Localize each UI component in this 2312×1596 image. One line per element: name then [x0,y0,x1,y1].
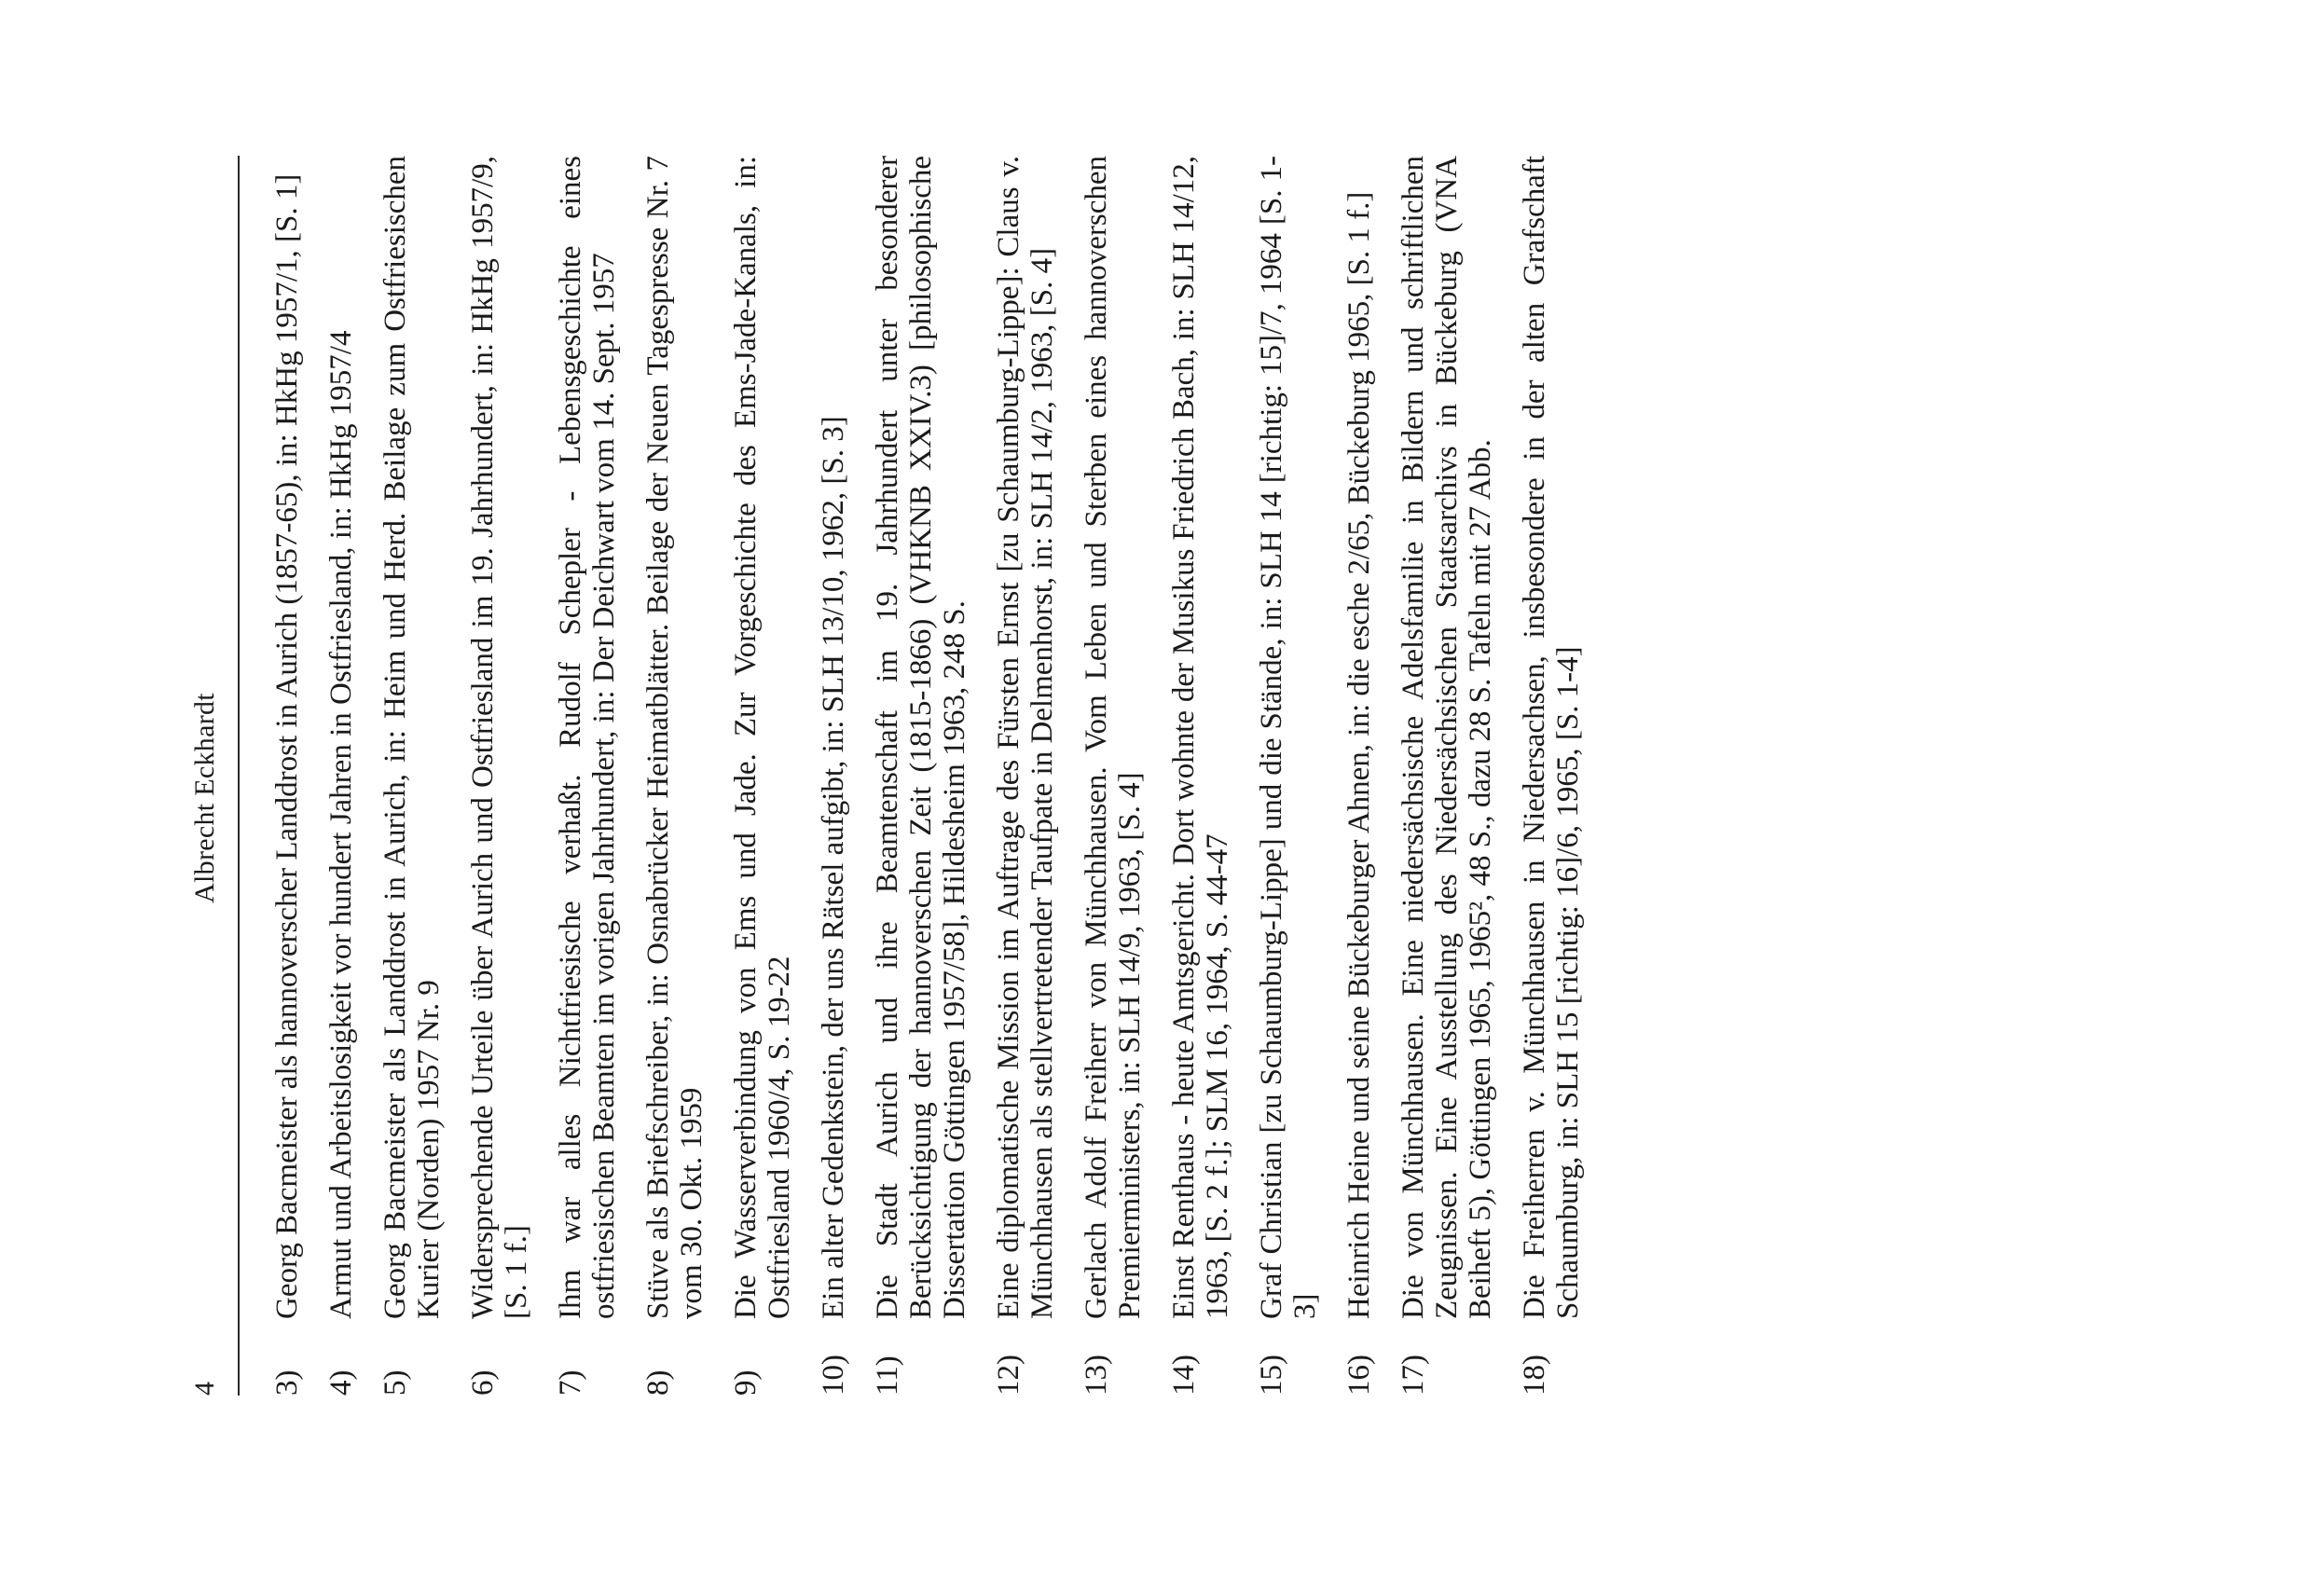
entry-number: 10) [817,1355,850,1396]
entry-number: 17) [1397,1355,1430,1396]
bibliography-entry [1080,156,1147,1396]
bibliography-entry [1255,156,1322,1396]
bibliography-entry [729,156,796,1396]
bibliography-entry [992,156,1059,1396]
entry-text: Stüve als Briefschreiber, in: Osnabrücker Heimatblätter. Beilage der Neuen Tagespresse Nr. 7 vom 30. Okt. 1959 [641,156,709,1319]
bibliography-entry [378,156,446,1396]
entry-number: 7) [554,1369,587,1396]
bibliography-entry [466,156,533,1396]
entry-text: Die von Münchhausen. Eine niedersächsische Adelsfamilie in Bildern und schriftlichen Zeugnissen. Eine Ausstellung des Niedersächsischen Staatsarchivs in Bückeburg (VNA Beiheft 5), Göttingen 1965, 1965², 48 S., dazu 28 S. Tafeln mit 27 Abb. [1397,156,1497,1319]
bibliography-entry [1167,156,1234,1396]
entry-text: Gerlach Adolf Freiherr von Münchhausen. Vom Leben und Sterben eines hannoverschen Premierministers, in: SLH 14/9, 1963, [S. 4] [1080,156,1147,1319]
entry-number: 6) [466,1369,500,1396]
entry-number: 8) [641,1369,675,1396]
entry-number: 14) [1167,1355,1201,1396]
running-head-author: Albrecht Eckhardt [189,693,220,903]
entry-text: Eine diplomatische Mission im Auftrage des Fürsten Ernst [zu Schaumburg-Lippe]: Claus v. Münchhausen als stellvertretender Taufpate in Delmenhorst, in: SLH 14/2, 1963, [S. 4] [992,156,1059,1319]
entry-number: 4) [324,1369,358,1396]
entry-number: 15) [1255,1355,1288,1396]
bibliography-entry [270,156,304,1396]
entry-text: Einst Renthaus - heute Amtsgericht. Dort wohnte der Musikus Friedrich Bach, in: SLH 14/12, 1963, [S. 2 f.]; SLM 16, 1964, S. 44-47 [1167,156,1234,1319]
entry-number: 12) [992,1355,1025,1396]
bibliography-entry [554,156,621,1396]
entry-text: Die Stadt Aurich und ihre Beamtenschaft im 19. Jahrhundert unter besonderer Berücksichtigung der hannoverschen Zeit (1815-1866) (VHKNB XXIV.3) [philosophische Dissertation Göttingen 1957/58], Hildesheim 1963, 248 S. [871,156,971,1319]
entry-text: Widersprechende Urteile über Aurich und Ostfriesland im 19. Jahrhundert, in: HkHg 1957/9, [S. 1 f.] [466,156,533,1319]
entry-text: Heinrich Heine und seine Bückeburger Ahnen, in: die esche 2/65, Bückeburg 1965, [S. 1 f.] [1342,191,1376,1319]
entry-number: 18) [1518,1355,1551,1396]
entry-number: 5) [378,1369,412,1396]
bibliography-entry [871,156,971,1396]
entry-text: Georg Bacmeister als hannoverscher Landdrost in Aurich (1857-65), in: HkHg 1957/1, [S. 1] [270,173,304,1319]
page-number: 4 [189,1382,220,1396]
bibliography-entry [324,156,358,1396]
bibliography-entry [1518,156,1585,1396]
bibliography-entry [641,156,709,1396]
entry-number: 13) [1080,1355,1113,1396]
entry-text: Georg Bacmeister als Landdrost in Aurich, in: Heim und Herd. Beilage zum Ostfriesischen Kurier (Norden) 1957 Nr. 9 [378,156,446,1319]
entry-text: Ihm war alles Nichtfriesische verhaßt. Rudolf Schepler - Lebensgeschichte eines ostfriesischen Beamten im vorigen Jahrhundert, in: Der Deichwart vom 14. Sept. 1957 [554,156,621,1319]
entry-number: 3) [270,1369,304,1396]
entry-text: Ein alter Gedenkstein, der uns Rätsel aufgibt, in: SLH 13/10, 1962, [S. 3] [817,416,850,1319]
entry-text: Die Wasserverbindung von Ems und Jade. Zur Vorgeschichte des Ems-Jade-Kanals, in: Ostfriesland 1960/4, S. 19-22 [729,156,796,1319]
entry-number: 16) [1342,1355,1376,1396]
bibliography-entry [1397,156,1497,1396]
entry-text: Graf Christian [zu Schaumburg-Lippe] und die Stände, in: SLH 14 [richtig: 15]/7, 1964 [S. 1-3] [1255,156,1322,1319]
bibliography-list [270,156,1605,1396]
entry-text: Die Freiherren v. Münchhausen in Niedersachsen, insbesondere in der alten Grafschaft Schaumburg, in: SLH 15 [richtig: 16]/6, 1965, [S. 1-4] [1518,156,1585,1319]
entry-number: 11) [871,1355,904,1396]
entry-text: Armut und Arbeitslosigkeit vor hundert Jahren in Ostfriesland, in: HkHg 1957/4 [324,330,358,1319]
bibliography-entry [817,156,850,1396]
bibliography-entry [1342,156,1376,1396]
header-rule [238,156,240,1396]
entry-number: 9) [729,1369,763,1396]
